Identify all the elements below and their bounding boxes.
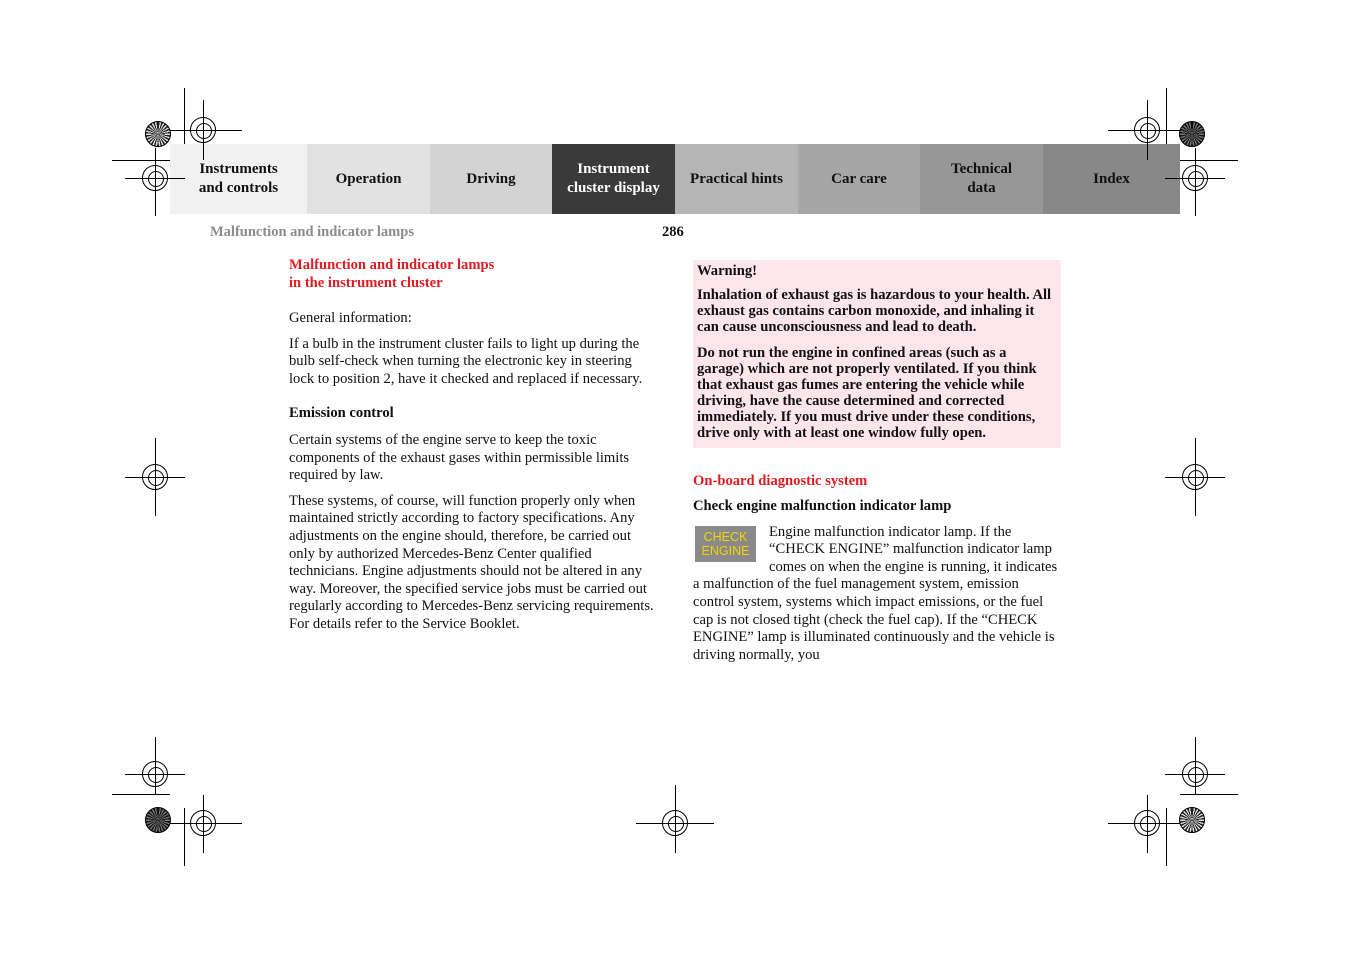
breadcrumb: Malfunction and indicator lamps xyxy=(210,224,414,240)
obd-heading: On-board diagnostic system xyxy=(693,473,868,489)
registration-mark-icon xyxy=(142,165,168,191)
tab-index[interactable]: Index xyxy=(1043,144,1180,214)
check-engine-icon xyxy=(695,526,756,562)
registration-mark-icon xyxy=(1182,464,1208,490)
tab-instrument-cluster-display[interactable]: Instrument cluster display xyxy=(552,144,675,214)
bulb-paragraph: If a bulb in the instrument cluster fails to light up during the bulb self-check when turning the electronic key in steering lock to position 2, have it checked and replaced if necessary. xyxy=(289,335,643,387)
color-target-icon xyxy=(1179,807,1205,833)
registration-mark-icon xyxy=(1182,165,1208,191)
right-column xyxy=(693,260,1061,664)
emission-control-heading: Emission control xyxy=(289,405,394,422)
registration-mark-icon xyxy=(1182,761,1208,787)
tab-car-care[interactable]: Car care xyxy=(798,144,920,214)
registration-mark-icon xyxy=(190,810,216,836)
check-engine-icon-line-1: CHECK xyxy=(703,529,748,544)
left-column xyxy=(289,256,657,634)
tab-operation[interactable]: Operation xyxy=(307,144,430,214)
tab-technical-data[interactable]: Technical data xyxy=(920,144,1043,214)
section-heading xyxy=(289,256,657,292)
registration-mark-icon xyxy=(1134,117,1160,143)
warning-paragraph-1: Inhalation of exhaust gas is hazardous to your health. All exhaust gas contains carbon monoxide, and inhaling it can cause unconsciousness and lead to death. xyxy=(697,287,1052,335)
warning-box xyxy=(693,260,1061,448)
emission-paragraph-1: Certain systems of the engine serve to keep the toxic components of the exhaust gases within permissible limits required by law. xyxy=(289,431,630,484)
check-engine-icon-line-2: ENGINE xyxy=(701,543,750,558)
warning-paragraph-2: Do not run the engine in confined areas (such as a garage) which are not properly ventilated. If you think that exhaust gas fumes are entering the vehicle while driving, have the cause determined and corrected immediately. If you must drive under these conditions, drive only with at least one window fully open. xyxy=(697,345,1037,441)
section-heading-line-2: in the instrument cluster xyxy=(289,275,443,291)
registration-mark-icon xyxy=(190,117,216,143)
registration-mark-icon xyxy=(1134,810,1160,836)
chapter-tab-bar xyxy=(170,144,1180,214)
color-target-icon xyxy=(145,807,171,833)
registration-mark-icon xyxy=(662,810,688,836)
emission-paragraph-2: These systems, of course, will function properly only when maintained strictly according to factory specifications. Any adjustments on the engine should, therefore, be carried out only by authorized Mercedes-Benz Center qualified technicians. Engine adjustments should not be altered in any way. Moreover, the specified service jobs must be carried out regularly according to Mercedes-Benz servicing requirements. For details refer to the Service Booklet. xyxy=(289,492,654,632)
warning-title: Warning! xyxy=(697,263,758,279)
tab-instruments-and-controls[interactable]: Instruments and controls xyxy=(170,144,307,214)
tab-practical-hints[interactable]: Practical hints xyxy=(675,144,798,214)
general-info-label: General information: xyxy=(289,310,412,326)
tab-driving[interactable]: Driving xyxy=(430,144,552,214)
color-target-icon xyxy=(1179,121,1205,147)
page-number: 286 xyxy=(662,224,684,240)
color-target-icon xyxy=(145,121,171,147)
registration-mark-icon xyxy=(142,464,168,490)
check-engine-paragraph: Engine malfunction indicator lamp. If the “CHECK ENGINE” malfunction indicator lamp comes on when the engine is running, it indicates a malfunction of the fuel management system, emission control system, systems which impact emissions, or the fuel cap is not closed tight (check the fuel cap). If the “CHECK ENGINE” lamp is illuminated continuously and the vehicle is driving normally, you xyxy=(693,523,1058,663)
section-heading-line-1: Malfunction and indicator lamps xyxy=(289,257,495,273)
check-engine-block xyxy=(693,524,1061,665)
check-engine-heading: Check engine malfunction indicator lamp xyxy=(693,498,952,514)
registration-mark-icon xyxy=(142,761,168,787)
